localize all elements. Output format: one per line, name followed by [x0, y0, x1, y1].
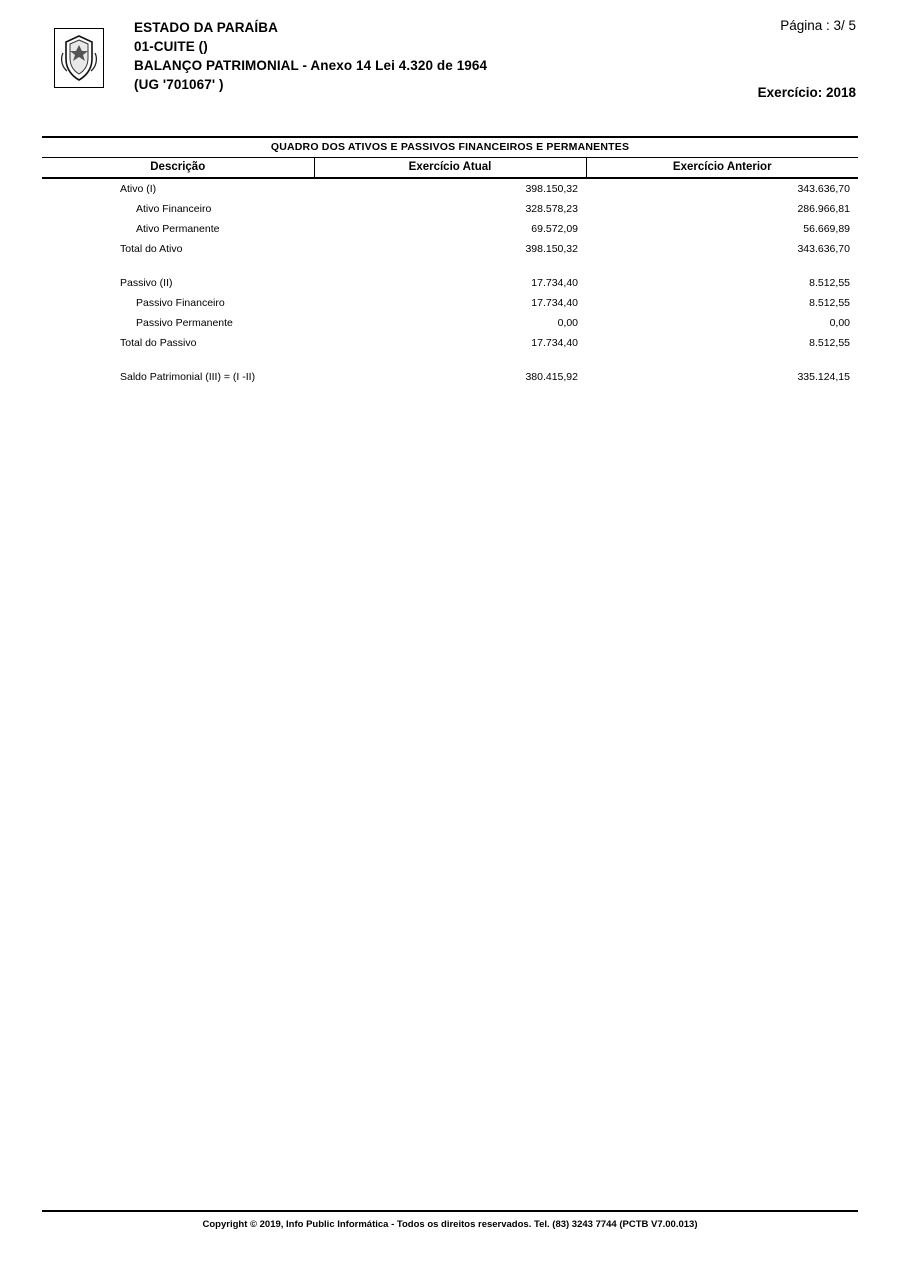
header-state-name: ESTADO DA PARAÍBA: [134, 20, 278, 35]
table-row: [42, 367, 858, 387]
table-banner-title: QUADRO DOS ATIVOS E PASSIVOS FINANCEIROS E PERMANENTES: [42, 138, 858, 158]
column-header-description: Descrição: [42, 158, 314, 179]
row-value-previous: 343.636,70: [797, 243, 850, 255]
table-row: [42, 199, 858, 219]
table-spacer-row: [42, 353, 858, 367]
table-row: [42, 239, 858, 259]
table-row: [42, 178, 858, 199]
row-label: Passivo Financeiro: [136, 297, 225, 309]
table-spacer-row: [42, 259, 858, 273]
row-value-current: 398.150,32: [525, 243, 578, 255]
row-value-previous: 343.636,70: [797, 183, 850, 195]
page-number: Página : 3/ 5: [780, 18, 856, 33]
row-label: Passivo (II): [120, 277, 173, 289]
table-spacer-cell: [42, 353, 858, 367]
row-label: Saldo Patrimonial (III) = (I -II): [120, 371, 256, 383]
column-header-previous-exercise: Exercício Anterior: [586, 158, 858, 179]
row-label: Ativo Financeiro: [136, 203, 212, 215]
document-footer: [42, 1210, 858, 1230]
row-value-current: 17.734,40: [531, 277, 578, 289]
coat-of-arms-icon: [54, 28, 104, 88]
row-value-current: 17.734,40: [531, 297, 578, 309]
row-value-current: 398.150,32: [525, 183, 578, 195]
footer-copyright: Copyright © 2019, Info Public Informática - Todos os direitos reservados. Tel. (83) 3243 7744 (PCTB V7.00.013): [202, 1219, 698, 1230]
row-value-current: 17.734,40: [531, 337, 578, 349]
header-entity-name: 01-CUITE (): [134, 39, 208, 55]
financial-table: [42, 138, 858, 387]
table-body: [42, 178, 858, 387]
row-value-previous: 0,00: [829, 317, 850, 329]
table-row: [42, 333, 858, 353]
table-banner-row: [42, 138, 858, 158]
row-value-previous: 8.512,55: [809, 297, 850, 309]
table-spacer-cell: [42, 259, 858, 273]
row-value-previous: 8.512,55: [809, 277, 850, 289]
row-value-previous: 8.512,55: [809, 337, 850, 349]
table-row: [42, 293, 858, 313]
row-value-current: 69.572,09: [531, 223, 578, 235]
row-label: Ativo Permanente: [136, 223, 220, 235]
exercise-year: Exercício: 2018: [757, 85, 856, 100]
table-row: [42, 273, 858, 293]
row-value-current: 380.415,92: [525, 371, 578, 383]
row-label: Ativo (I): [120, 183, 157, 195]
row-value-previous: 335.124,15: [797, 371, 850, 383]
row-value-previous: 56.669,89: [803, 223, 850, 235]
row-label: Passivo Permanente: [136, 317, 233, 329]
column-header-current-exercise: Exercício Atual: [314, 158, 586, 179]
table-header-row: [42, 158, 858, 179]
header-title-block: [134, 18, 487, 95]
header-report-name: BALANÇO PATRIMONIAL - Anexo 14 Lei 4.320 de 1964: [134, 58, 488, 74]
header-management-unit: (UG '701067' ): [134, 77, 224, 93]
document-page: [42, 0, 858, 1274]
row-value-current: 0,00: [557, 317, 578, 329]
row-value-previous: 286.966,81: [797, 203, 850, 215]
row-value-current: 328.578,23: [525, 203, 578, 215]
document-header: [42, 0, 858, 130]
row-label: Total do Passivo: [120, 337, 197, 349]
row-label: Total do Ativo: [120, 243, 183, 255]
table-row: [42, 219, 858, 239]
table-row: [42, 313, 858, 333]
